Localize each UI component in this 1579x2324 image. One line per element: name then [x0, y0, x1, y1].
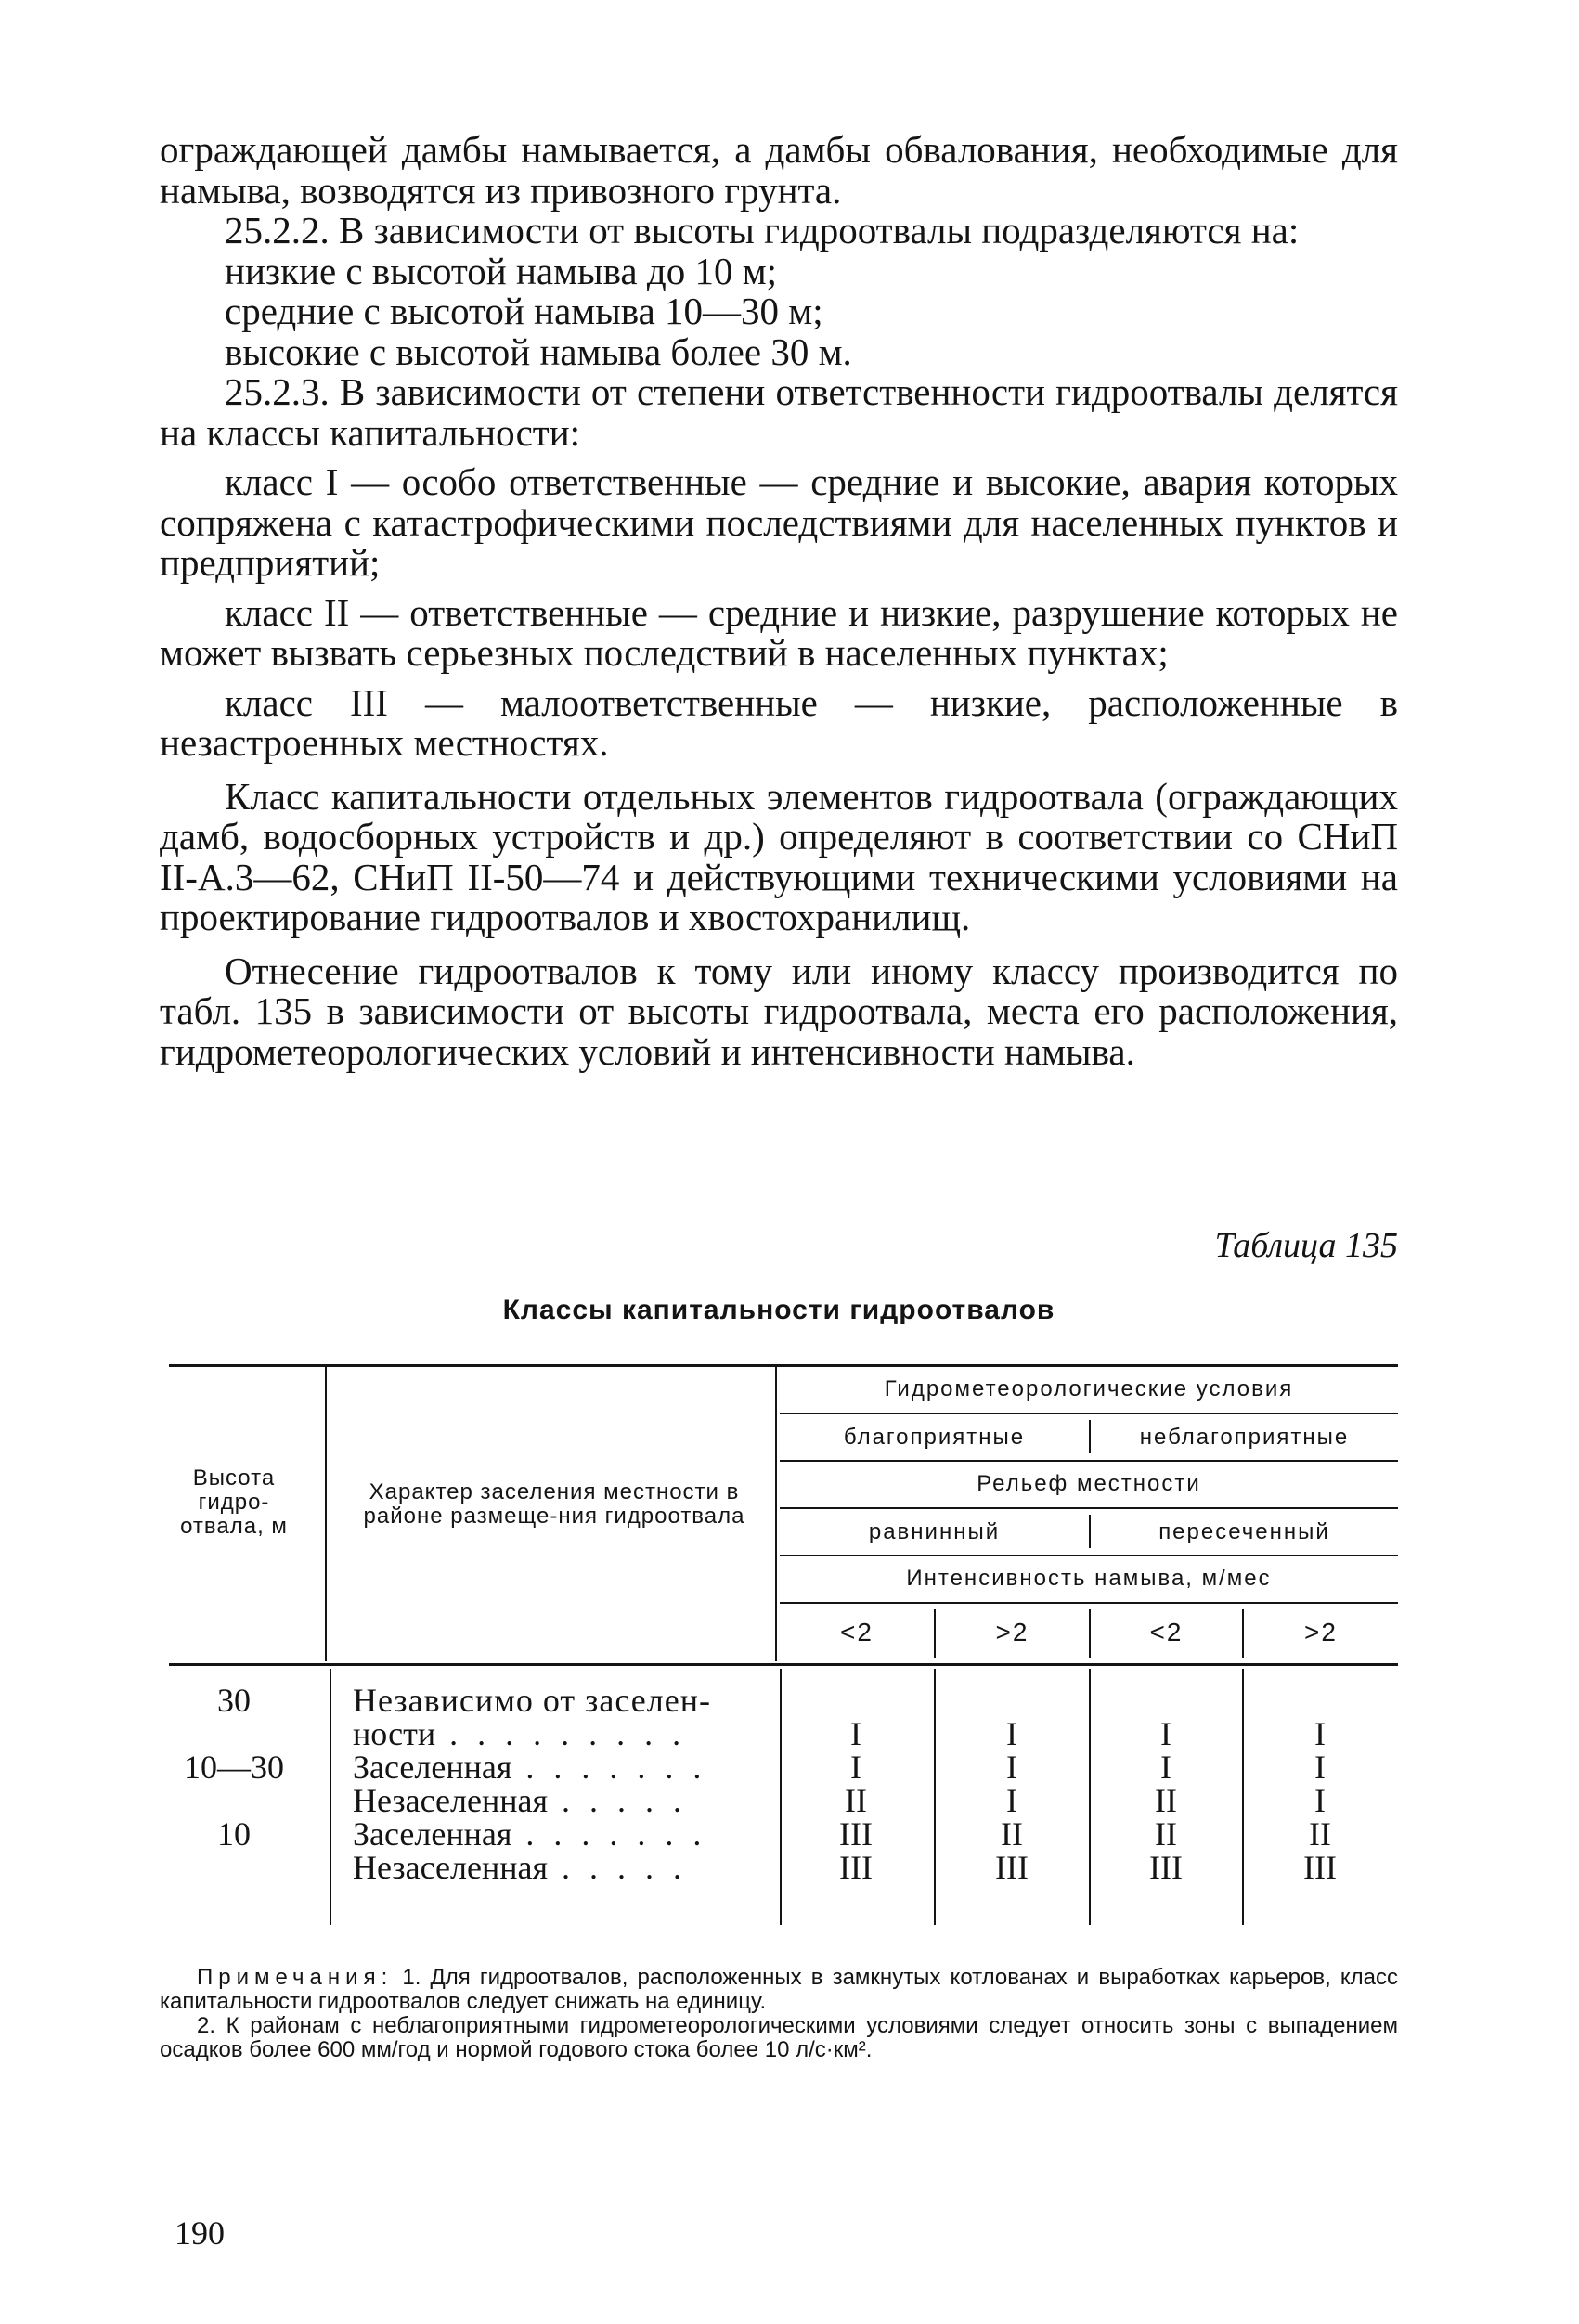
rule-under-flat: [780, 1555, 1398, 1556]
class-cell: I: [1314, 1749, 1326, 1786]
paragraph-dam: ограждающей дамбы намывается, а дамбы обвалования, необходимые для намыва, возводятся из привозного грунта.: [160, 128, 1398, 212]
class-3: класс III — малоответственные — низкие, расположенные в незастроенных местностях.: [160, 680, 1398, 764]
header-relief: Рельеф местности: [977, 1471, 1201, 1496]
column-divider-height-body: [330, 1669, 331, 1925]
class-cell: II: [1155, 1815, 1177, 1853]
class-cell: III: [839, 1815, 873, 1853]
header-character: Характер заселения местности в районе размеще-ния гидроотвала: [363, 1479, 745, 1529]
class-cell: I: [850, 1715, 861, 1752]
body-divider-1: [934, 1669, 936, 1925]
row-label-row3: [353, 1784, 761, 1817]
header-sub-2: >2: [995, 1618, 1029, 1646]
class-1: класс I — особо ответственные — средние и высокие, авария которых сопряжена с катастрофическими последствиями для населенных пунктов и предприятий;: [160, 460, 1398, 584]
rule-under-hydro: [780, 1413, 1398, 1414]
class-cell: I: [1006, 1782, 1017, 1819]
header-favorable: благоприятные: [843, 1425, 1026, 1450]
header-sub-3: <2: [1149, 1618, 1184, 1646]
class-cell: II: [1309, 1815, 1331, 1853]
class-cell: I: [1160, 1715, 1171, 1752]
header-intensity: Интенсивность намыва, м/мес: [906, 1566, 1272, 1591]
height-high: высокие с высотой намыва более 30 м.: [225, 329, 852, 373]
body-divider-2: [1089, 1669, 1091, 1925]
column-divider-height: [325, 1364, 327, 1661]
header-flat: равнинный: [868, 1519, 1001, 1544]
class-cell: I: [1314, 1782, 1326, 1819]
paragraph-elements: Класс капитальности отдельных элементов гидроотвала (ограждающих дамб, водосборных устройств и др.) определяют в соответствии со СНиП II-А.3—62, СНиП II-50—74 и действующими техническими условиями на проектирование гидроотвалов и хвостохранилищ.: [160, 774, 1398, 938]
dot-leader: . . . . .: [548, 1782, 688, 1819]
class-2: класс II — ответственные — средние и низкие, разрушение которых не может вызвать серьезных последствий в населенных пунктах;: [160, 590, 1398, 674]
table-reference: Таблица 135: [1214, 1226, 1398, 1265]
class-cell: I: [850, 1749, 861, 1786]
row-label-row1: [353, 1717, 761, 1750]
class-cell: II: [1155, 1782, 1177, 1819]
height-10: 10: [217, 1815, 251, 1853]
note-1-text: 1. Для гидроотвалов, расположенных в замкнутых котлованах и выработках карьеров, класс капитальности гидроотвалов следует снижать на единицу.: [160, 1965, 1399, 2014]
header-unfavorable: неблагоприятные: [1139, 1425, 1350, 1450]
header-hydro-conditions: Гидрометеорологические условия: [884, 1376, 1294, 1401]
height-10-30: 10—30: [184, 1749, 284, 1786]
class-cell: III: [839, 1849, 873, 1886]
row-label-row2: [353, 1750, 761, 1784]
table-header-bottom-rule: [169, 1663, 1398, 1666]
height-low: низкие с высотой намыва до 10 м;: [225, 249, 778, 292]
row-label-independent: Независимо от заселен-: [353, 1682, 711, 1719]
row-label-row1-text: ности: [353, 1715, 436, 1752]
class-cell: II: [1001, 1815, 1023, 1853]
table-top-rule: [169, 1364, 1398, 1367]
height-30: 30: [217, 1682, 251, 1719]
row-label-row4: [353, 1817, 761, 1851]
height-medium: средние с высотой намыва 10—30 м;: [225, 290, 823, 332]
table-title: Классы капитальности гидроотвалов: [502, 1295, 1055, 1325]
notes-label: Примечания:: [197, 1965, 394, 1990]
class-cell: III: [1149, 1849, 1183, 1886]
dot-leader: . . . . . . . . .: [435, 1715, 687, 1752]
header-sub-1: <2: [840, 1618, 874, 1646]
note-1: [160, 1966, 1398, 2014]
dot-leader: . . . . . . .: [511, 1815, 707, 1853]
class-cell: III: [995, 1849, 1029, 1886]
header-sub-4: >2: [1304, 1618, 1338, 1646]
class-cell: I: [1006, 1749, 1017, 1786]
dot-leader: . . . . .: [548, 1849, 688, 1886]
row-label-row5-text: Незаселенная: [353, 1849, 549, 1886]
header-rough: пересеченный: [1158, 1519, 1330, 1544]
row-label-row2-text: Заселенная: [353, 1749, 512, 1786]
column-divider-character: [775, 1364, 777, 1661]
class-cell: I: [1314, 1715, 1326, 1752]
dot-leader: . . . . . . .: [511, 1749, 707, 1786]
rule-under-relief: [780, 1507, 1398, 1509]
row-label-row3-text: Незаселенная: [353, 1782, 549, 1819]
body-divider-3: [1242, 1669, 1244, 1925]
class-cell: I: [1160, 1749, 1171, 1786]
paragraph-25-2-3: 25.2.3. В зависимости от степени ответственности гидроотвалы делятся на классы капитальности:: [160, 370, 1398, 454]
page-number: 190: [175, 2214, 225, 2252]
class-cell: I: [1006, 1715, 1017, 1752]
class-cell: III: [1303, 1849, 1337, 1886]
paragraph-25-2-2: 25.2.2. В зависимости от высоты гидроотвалы подразделяются на:: [225, 209, 1300, 252]
row-label-row5: [353, 1851, 761, 1884]
row-label-row4-text: Заселенная: [353, 1815, 512, 1853]
body-text: [160, 130, 1398, 1072]
header-height: Высота гидро-отвала, м: [180, 1465, 288, 1539]
note-2: 2. К районам с неблагоприятными гидрометеорологическими условиями следует относить зоны с выпадением осадков более 600 мм/год и нормой годового стока более 10 л/с·км².: [160, 2013, 1398, 2062]
rule-under-intensity: [780, 1602, 1398, 1604]
paragraph-assignment: Отнесение гидроотвалов к тому или иному классу производится по табл. 135 в зависимости от высоты гидроотвала, места его расположения, гидрометеорологических условий и интенсивности намыва.: [160, 949, 1398, 1073]
rule-under-fav: [780, 1460, 1398, 1462]
column-divider-character-body: [780, 1669, 782, 1925]
class-cell: II: [845, 1782, 867, 1819]
table-notes: [160, 1966, 1398, 2062]
classes-table: [160, 1364, 1398, 1940]
